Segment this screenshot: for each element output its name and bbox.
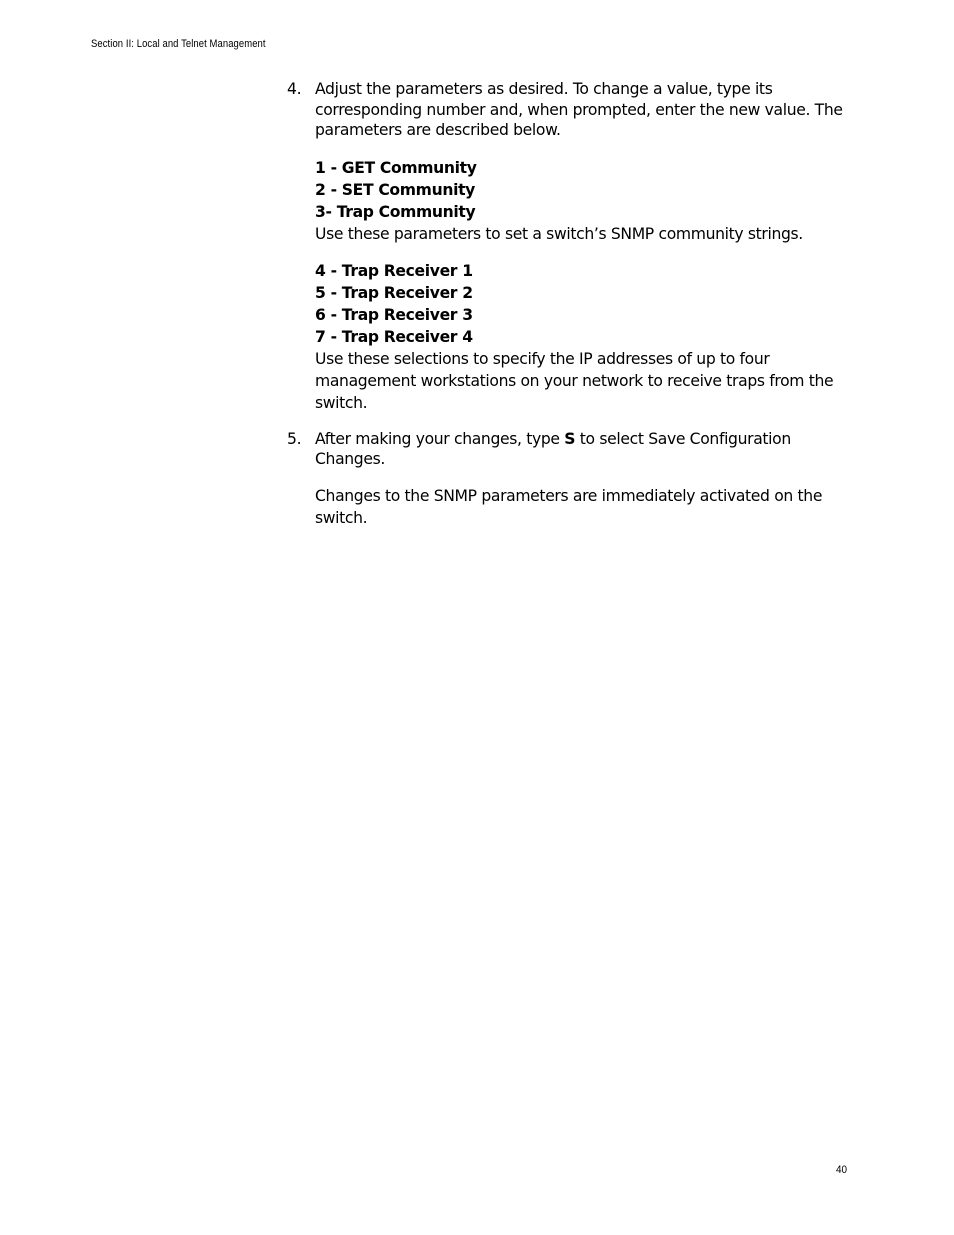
- step-number: 5.: [287, 429, 302, 448]
- parameter-list: [287, 157, 847, 414]
- parameter-group-community: [315, 157, 847, 245]
- parameter-title: 7 - Trap Receiver 4: [315, 327, 473, 346]
- running-header: Section II: Local and Telnet Management: [91, 38, 266, 50]
- step-number: 4.: [287, 80, 302, 98]
- step-text-after: to select Save Configuration Changes.: [315, 429, 791, 468]
- parameter-description: Use these selections to specify the IP addresses of up to four management workstations on your network to receive traps from the switch.: [315, 349, 834, 412]
- parameter-title: 5 - Trap Receiver 2: [315, 283, 473, 302]
- step-4: [287, 79, 847, 141]
- step-5: [287, 429, 847, 470]
- parameter-title: 6 - Trap Receiver 3: [315, 305, 473, 324]
- step-text: Adjust the parameters as desired. To change a value, type its corresponding number and, when prompted, enter the new value. The parameters are described below.: [315, 80, 843, 139]
- parameter-description: Use these parameters to set a switch’s SNMP community strings.: [315, 224, 803, 243]
- parameter-title: 4 - Trap Receiver 1: [315, 261, 473, 280]
- save-key: S: [564, 429, 576, 448]
- followup-note: Changes to the SNMP parameters are immediately activated on the switch.: [315, 486, 823, 527]
- page-number: 40: [836, 1164, 848, 1176]
- parameter-title: 3- Trap Community: [315, 202, 476, 221]
- parameter-group-trap-receivers: [315, 260, 847, 414]
- page-content: [287, 79, 847, 529]
- step-text-before: After making your changes, type: [315, 429, 565, 448]
- parameter-title: 2 - SET Community: [315, 180, 476, 199]
- parameter-title: 1 - GET Community: [315, 158, 477, 177]
